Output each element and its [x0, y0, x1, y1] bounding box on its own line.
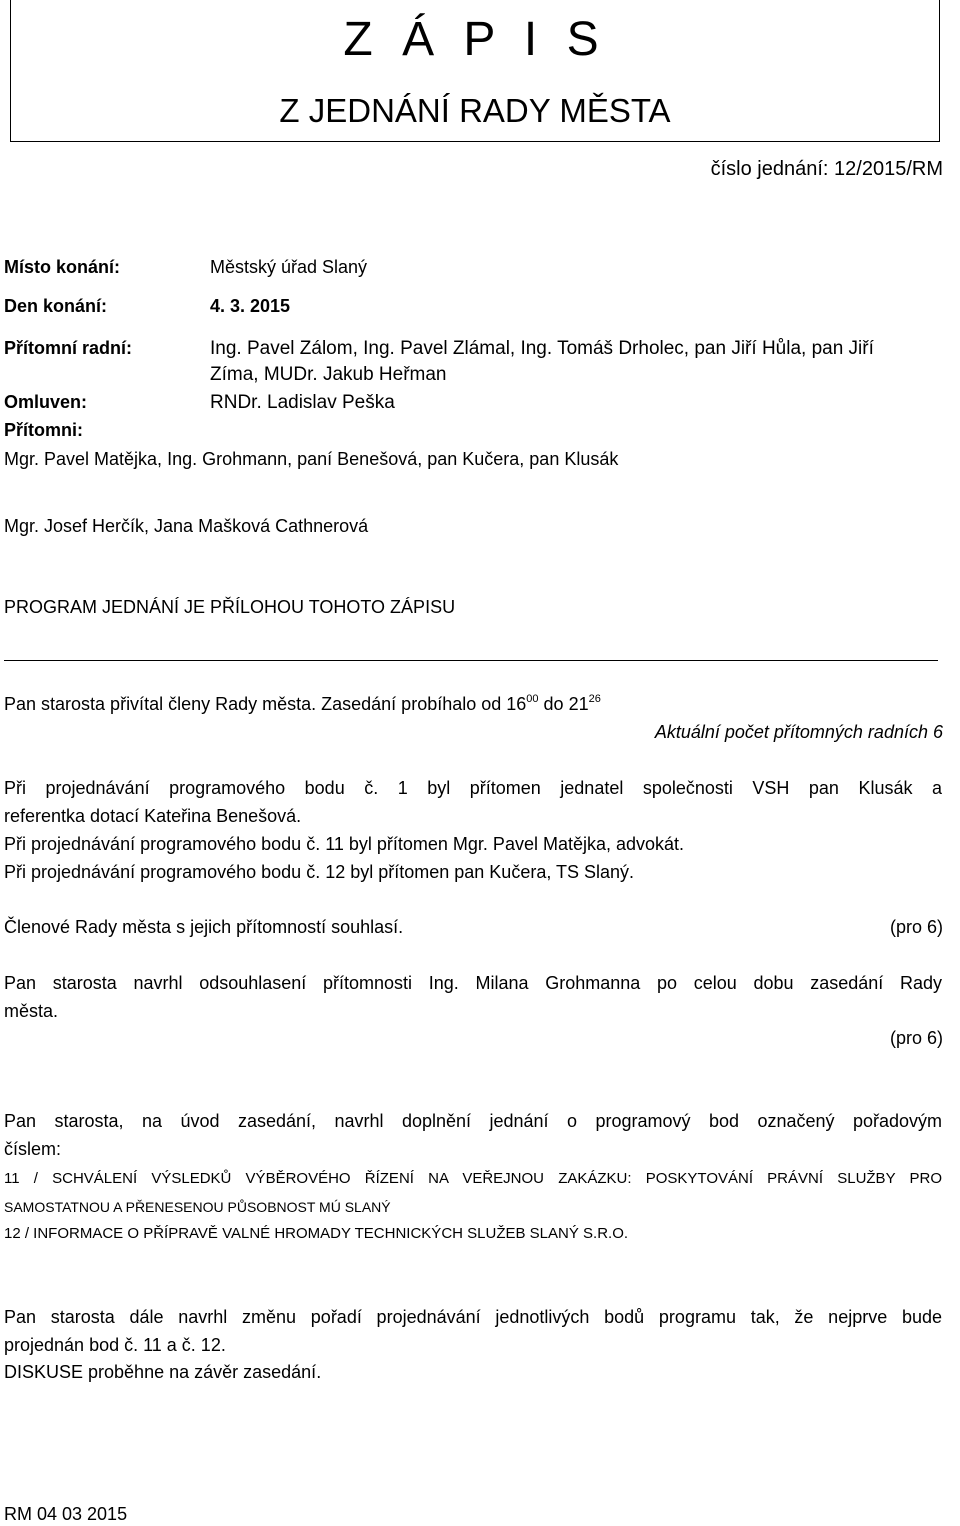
paragraph-1-line2: referentka dotací Kateřina Benešová. [4, 806, 302, 826]
title-box [10, 0, 940, 142]
order-line1: Pan starosta dále navrhl změnu pořadí projednávání jednotlivých bodů programu tak, že nejprve bude [4, 1307, 942, 1327]
date-label: Den konání: [4, 296, 108, 316]
present-label: Přítomní radní: [4, 338, 133, 358]
paragraph-3: Při projednávání programového bodu č. 12 byl přítomen pan Kučera, TS Slaný. [4, 862, 635, 882]
excused-value: RNDr. Ladislav Peška [210, 392, 395, 413]
footer-code: RM 04 03 2015 [4, 1504, 128, 1524]
place-label: Místo konání: [4, 257, 120, 277]
attendance-count: Aktuální počet přítomných radních 6 [654, 722, 943, 742]
reference-number: číslo jednání: 12/2015/RM [710, 158, 943, 180]
agenda-item-11-line1: 11 / SCHVÁLENÍ VÝSLEDKŮ VÝBĚROVÉHO ŘÍZENÍ NA VEŘEJNOU ZAKÁZKU: POSKYTOVÁNÍ PRÁVNÍ SLUŽBY PRO [4, 1170, 942, 1187]
present-value-line1: Ing. Pavel Zálom, Ing. Pavel Zlámal, Ing. Tomáš Drholec, pan Jiří Hůla, pan Jiří [210, 338, 874, 359]
intro-text: Pan starosta přivítal členy Rady města. Zasedání probíhalo od 16 [4, 694, 527, 714]
date-value: 4. 3. 2015 [210, 296, 291, 316]
end-time-minutes: 26 [588, 693, 601, 705]
excused-label: Omluven: [4, 392, 88, 412]
discussion-note: DISKUSE proběhne na závěr zasedání. [4, 1362, 322, 1382]
document-title: Z Á P I S [343, 13, 607, 66]
proposal-line1: Pan starosta navrhl odsouhlasení přítomnosti Ing. Milana Grohmanna po celou dobu zasedání Rady [4, 973, 942, 993]
agenda-item-11-line2: SAMOSTATNOU A PŘENESENOU PŮSOBNOST MÚ SLANÝ [4, 1199, 391, 1215]
document-subtitle: Z JEDNÁNÍ RADY MĚSTA [279, 92, 671, 129]
addition-line2: číslem: [4, 1139, 62, 1159]
paragraph-1-line1: Při projednávání programového bodu č. 1 byl přítomen jednatel společnosti VSH pan Klusák a [4, 778, 942, 798]
attendees-label: Přítomni: [4, 420, 83, 440]
intro-paragraph [4, 694, 601, 715]
paragraph-2: Při projednávání programového bodu č. 11 byl přítomen Mgr. Pavel Matějka, advokát. [4, 834, 685, 854]
vote-result-2: (pro 6) [889, 1028, 943, 1048]
start-time-minutes: 00 [526, 693, 539, 705]
agenda-item-12: 12 / INFORMACE O PŘÍPRAVĚ VALNÉ HROMADY TECHNICKÝCH SLUŽEB SLANÝ S.R.O. [4, 1225, 629, 1242]
present-value-line2: Zíma, MUDr. Jakub Heřman [210, 364, 447, 385]
proposal-line2: města. [4, 1001, 59, 1021]
vote-result-1: (pro 6) [889, 917, 943, 937]
divider-line [4, 660, 938, 661]
consent-text: Členové Rady města s jejich přítomností souhlasí. [4, 917, 404, 937]
program-note: PROGRAM JEDNÁNÍ JE PŘÍLOHOU TOHOTO ZÁPISU [4, 597, 456, 617]
attendees-value: Mgr. Pavel Matějka, Ing. Grohmann, paní Benešová, pan Kučera, pan Klusák [4, 449, 619, 469]
recorder: Mgr. Josef Herčík, Jana Mašková Cathnerová [4, 516, 369, 536]
to-text: do 21 [538, 694, 589, 714]
order-line2: projednán bod č. 11 a č. 12. [4, 1335, 226, 1355]
place-value: Městský úřad Slaný [210, 257, 368, 277]
addition-line1: Pan starosta, na úvod zasedání, navrhl doplnění jednání o programový bod označený pořadovým [4, 1111, 942, 1131]
